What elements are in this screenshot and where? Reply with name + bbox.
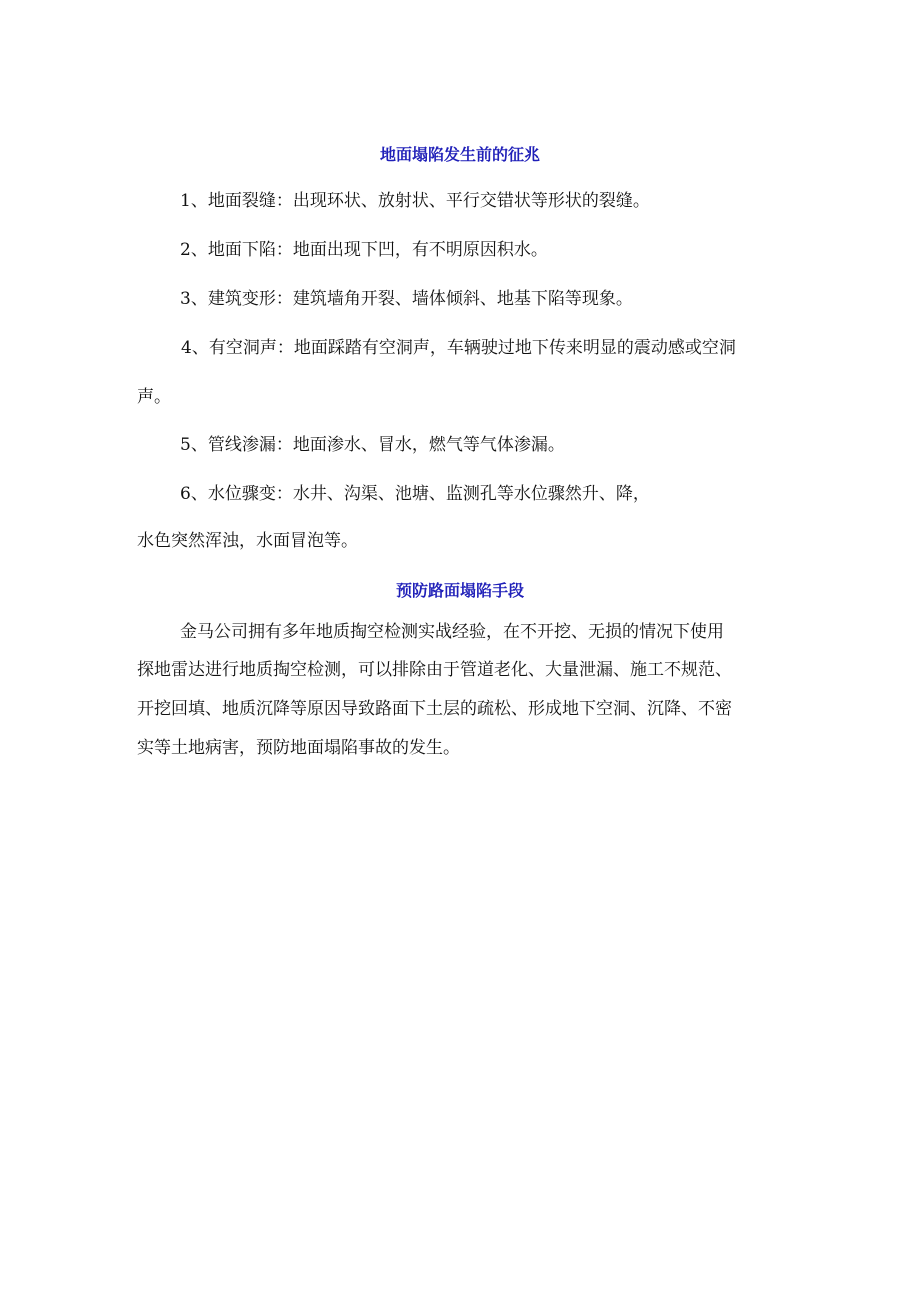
prevention-paragraph-line: 实等土地病害，预防地面塌陷事故的发生。 xyxy=(137,738,460,758)
list-item-ground-cracks: 1、地面裂缝：出现环状、放射状、平行交错状等形状的裂缝。 xyxy=(180,191,650,211)
list-item-hollow-sound: 4、有空洞声：地面踩踏有空洞声，车辆驶过地下传来明显的震动感或空洞 xyxy=(181,338,736,358)
list-item-ground-subsidence: 2、地面下陷：地面出现下凹，有不明原因积水。 xyxy=(180,240,548,260)
list-item-water-level-change: 6、水位骤变：水井、沟渠、池塘、监测孔等水位骤然升、降， xyxy=(180,484,650,504)
list-item-building-deformation: 3、建筑变形：建筑墙角开裂、墙体倾斜、地基下陷等现象。 xyxy=(180,289,633,309)
list-item-water-level-change-continued: 水色突然浑浊，水面冒泡等。 xyxy=(137,531,358,551)
section-title-signs: 地面塌陷发生前的征兆 xyxy=(379,145,540,164)
section-title-prevention: 预防路面塌陷手段 xyxy=(395,581,524,600)
list-item-pipeline-leakage: 5、管线渗漏：地面渗水、冒水，燃气等气体渗漏。 xyxy=(180,435,565,455)
prevention-paragraph-line: 金马公司拥有多年地质掏空检测实战经验，在不开挖、无损的情况下使用 xyxy=(180,622,724,642)
prevention-paragraph-line: 开挖回填、地质沉降等原因导致路面下土层的疏松、形成地下空洞、沉降、不密 xyxy=(137,699,732,719)
prevention-paragraph-line: 探地雷达进行地质掏空检测，可以排除由于管道老化、大量泄漏、施工不规范、 xyxy=(137,660,732,680)
list-item-hollow-sound-continued: 声。 xyxy=(137,387,171,407)
